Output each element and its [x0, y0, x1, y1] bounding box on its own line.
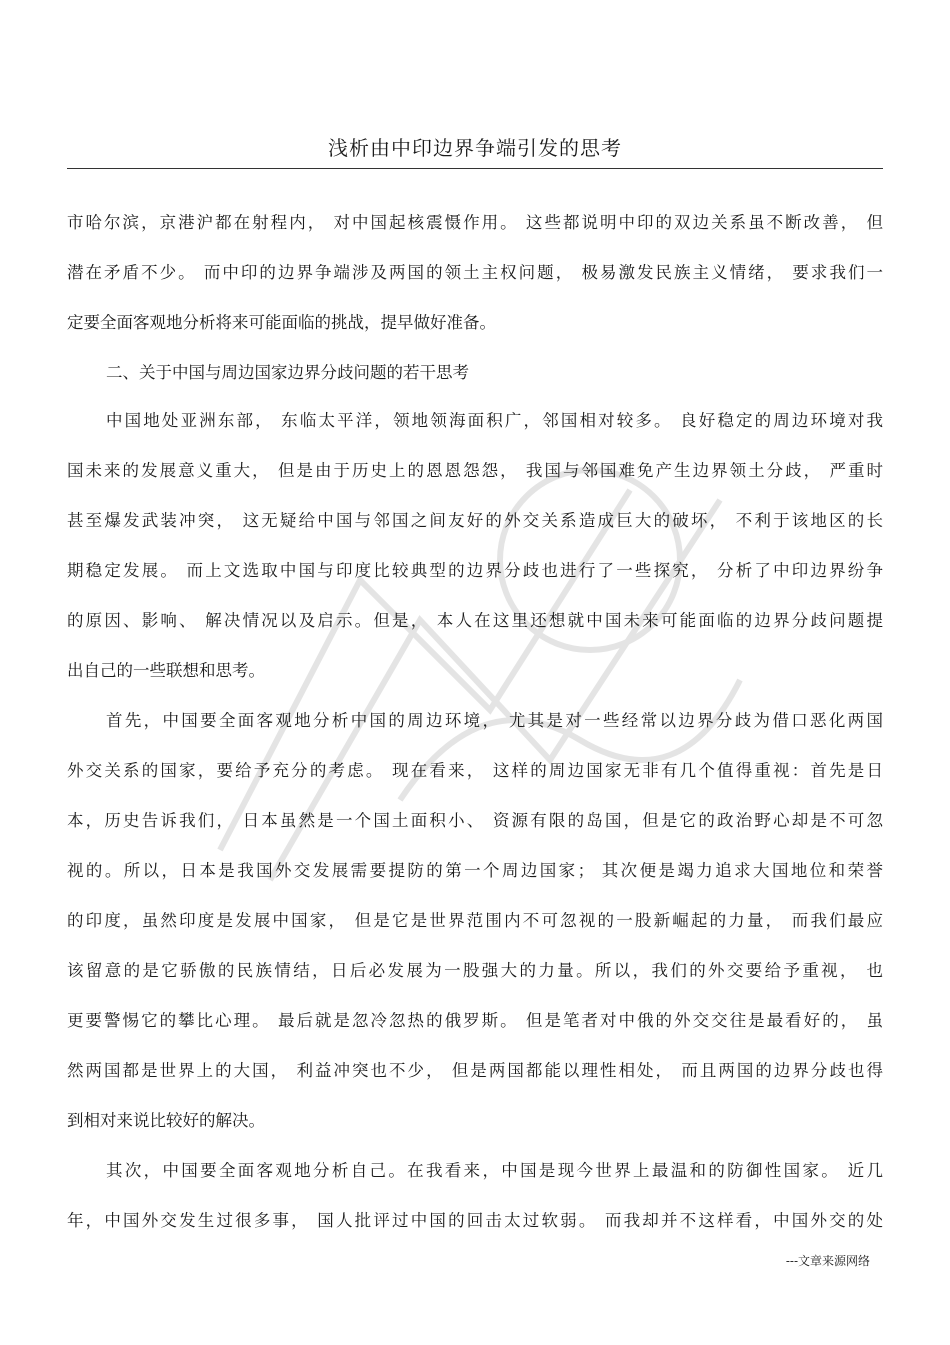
body-line: 中国地处亚洲东部， 东临太平洋，领地领海面积广，邻国相对较多。 良好稳定的周边环境对我	[106, 411, 883, 430]
body-line: 年，中国外交发生过很多事， 国人批评过中国的回击太过软弱。 而我却并不这样看，中国外交的处	[67, 1211, 883, 1230]
body-line: 出自己的一些联想和思考。	[67, 661, 265, 680]
body-line: 潜在矛盾不少。 而中印的边界争端涉及两国的领土主权问题， 极易激发民族主义情绪， 要求我们一	[67, 263, 883, 282]
title-divider	[67, 168, 883, 169]
page-footer: ---文章来源网络	[785, 1254, 870, 1268]
body-line: 该留意的是它骄傲的民族情结，日后必发展为一股强大的力量。所以，我们的外交要给予重视， 也	[67, 961, 883, 980]
body-line: 首先，中国要全面客观地分析中国的周边环境， 尤其是对一些经常以边界分歧为借口恶化两国	[106, 711, 883, 730]
body-line: 期稳定发展。 而上文选取中国与印度比较典型的边界分歧也进行了一些探究， 分析了中印边界纷争	[67, 561, 883, 580]
body-line: 视的。所以，日本是我国外交发展需要提防的第一个周边国家； 其次便是竭力追求大国地位和荣誉	[67, 861, 883, 880]
body-line: 市哈尔滨，京港沪都在射程内， 对中国起核震慑作用。 这些都说明中印的双边关系虽不断改善， 但	[67, 213, 883, 232]
body-line: 本，历史告诉我们， 日本虽然是一个国土面积小、 资源有限的岛国，但是它的政治野心却是不可忽	[67, 811, 883, 830]
body-line: 外交关系的国家，要给予充分的考虑。 现在看来， 这样的周边国家无非有几个值得重视：首先是日	[67, 761, 883, 780]
body-line: 然两国都是世界上的大国， 利益冲突也不少， 但是两国都能以理性相处， 而且两国的边界分歧也得	[67, 1061, 883, 1080]
body-line: 的印度，虽然印度是发展中国家， 但是它是世界范围内不可忽视的一股新崛起的力量， 而我们最应	[67, 911, 883, 930]
body-line: 更要警惕它的攀比心理。 最后就是忽冷忽热的俄罗斯。 但是笔者对中俄的外交交往是最看好的， 虽	[67, 1011, 883, 1030]
body-line: 到相对来说比较好的解决。	[67, 1111, 265, 1130]
section-heading: 二、关于中国与周边国家边界分歧问题的若干思考	[106, 363, 469, 382]
body-line: 其次，中国要全面客观地分析自己。在我看来，中国是现今世界上最温和的防御性国家。 近几	[106, 1161, 883, 1180]
body-line: 的原因、影响、 解决情况以及启示。但是， 本人在这里还想就中国未来可能面临的边界分歧问题提	[67, 611, 883, 630]
document-title: 浅析由中印边界争端引发的思考	[328, 136, 622, 160]
body-line: 定要全面客观地分析将来可能面临的挑战，提早做好准备。	[67, 313, 496, 332]
body-line: 甚至爆发武装冲突， 这无疑给中国与邻国之间友好的外交关系造成巨大的破坏， 不利于该地区的长	[67, 511, 883, 530]
body-line: 国未来的发展意义重大， 但是由于历史上的恩恩怨怨， 我国与邻国难免产生边界领土分歧， 严重时	[67, 461, 883, 480]
